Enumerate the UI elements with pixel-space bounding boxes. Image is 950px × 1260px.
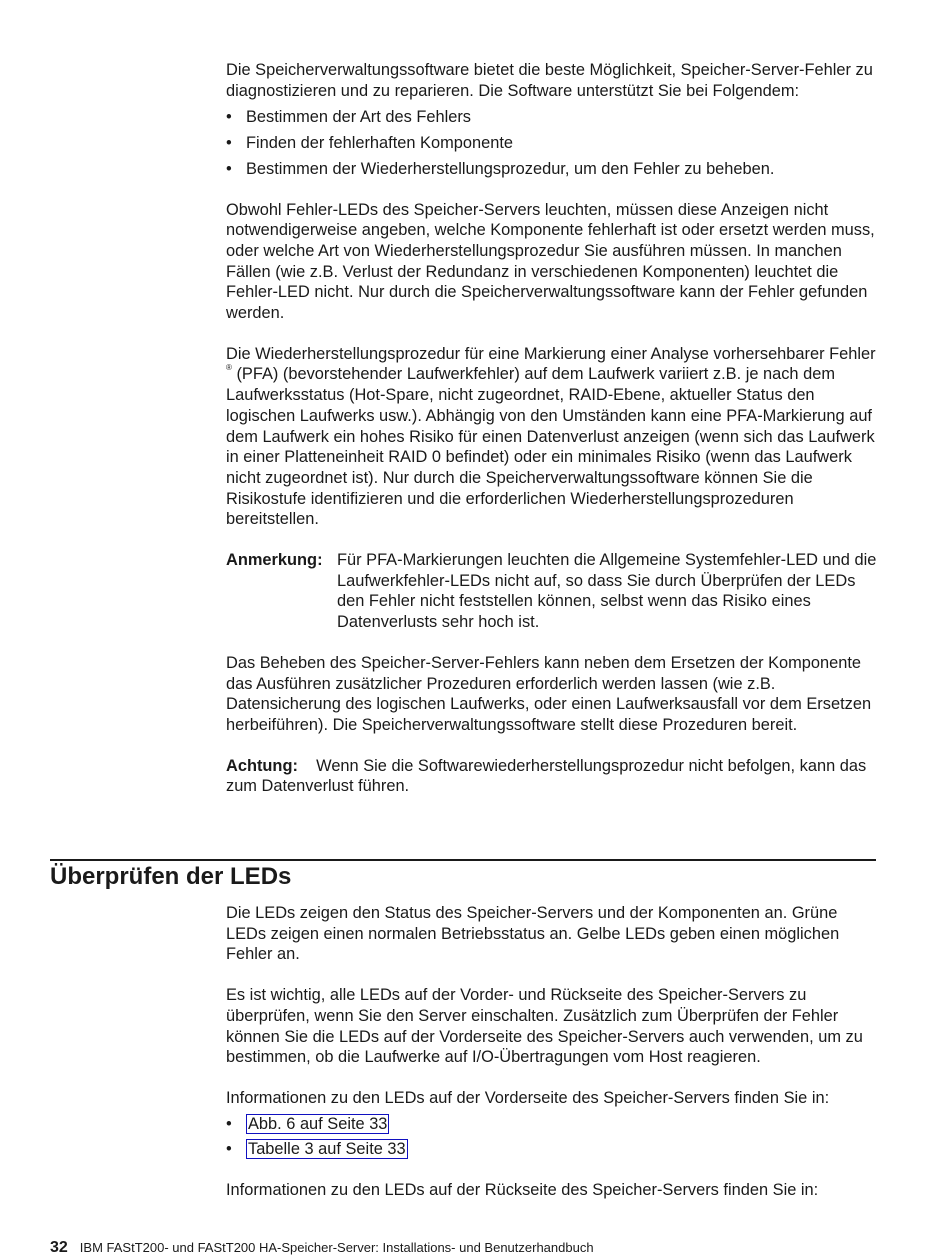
note-text: Für PFA-Markierungen leuchten die Allgemeine Systemfehler-LED und die Laufwerkfehler-LEDs nicht auf, so dass Sie durch Überprüfen der LEDs den Fehler nicht feststellen können, selbst wenn das Risiko eines Datenverlusts sehr hoch ist. [337, 551, 877, 632]
page-footer [50, 1238, 594, 1258]
back-leds-intro: Informationen zu den LEDs auf der Rückseite des Speicher-Servers finden Sie in: [226, 1181, 819, 1200]
section-body [226, 903, 878, 1201]
pfa-text-end: (PFA) (bevorstehender Laufwerkfehler) auf dem Laufwerk variiert z.B. je nach dem Laufwerksstatus (Hot-Spare, nicht zugeordnet, RAID-Ebene, aktueller Status den logischen Laufwerks usw.). Abhängig von den Umständen kann eine PFA-Markierung auf dem Laufwerk ein hohes Risiko für einen Datenverlust anzeigen (wenn sich das Laufwerk in einer Platteneinheit RAID 0 befindet) oder ein minimales Risiko (wenn das Laufwerk nicht zugeordnet ist). Nur durch die Speicherverwaltungssoftware können Sie die Risikostufe identifizieren und die erforderlichen Wiederherstellungsprozeduren bereitstellen. [226, 365, 875, 529]
section-heading: Überprüfen der LEDs [50, 863, 292, 890]
attention-text: Wenn Sie die Softwarewiederherstellungsprozedur nicht befolgen, kann das zum Datenverlust führen. [226, 756, 867, 796]
section-divider [50, 859, 876, 861]
paragraph-led-check: Es ist wichtig, alle LEDs auf der Vorder- und Rückseite des Speicher-Servers zu überprüfen, wenn Sie den Server einschalten. Zusätzlich zum Überprüfen der Fehler können Sie die LEDs auf der Vorderseite des Speicher-Servers auch verwenden, um zu bestimmen, ob die Laufwerke auf I/O-Übertragungen vom Host reagieren. [226, 986, 863, 1067]
note-block [226, 550, 878, 633]
paragraph-repair: Das Beheben des Speicher-Server-Fehlers kann neben dem Ersetzen der Komponente das Ausführen zusätzlicher Prozeduren erforderlich werden lassen (wie z.B. Datensicherung des logischen Laufwerks, oder einen Laufwerksausfall vor dem Ersetzen herbeiführen). Die Speicherverwaltungssoftware stellt diese Prozeduren bereit. [226, 653, 872, 734]
registered-mark: ® [226, 363, 232, 373]
attention-label: Achtung: [226, 756, 298, 775]
list-item: • Bestimmen der Art des Fehlers [226, 107, 878, 128]
intro-paragraph: Die Speicherverwaltungssoftware bietet die beste Möglichkeit, Speicher-Server-Fehler zu diagnostizieren und zu reparieren. Die Software unterstützt Sie bei Folgendem: [226, 61, 873, 100]
front-leds-intro: Informationen zu den LEDs auf der Vorderseite des Speicher-Servers finden Sie in: [226, 1088, 830, 1107]
front-leds-link-list [226, 1114, 878, 1160]
intro-bullet-list [226, 107, 878, 179]
paragraph-led-limits: Obwohl Fehler-LEDs des Speicher-Servers leuchten, müssen diese Anzeigen nicht notwendigerweise angeben, welche Komponente fehlerhaft ist oder ersetzt werden muss, oder welche Art von Wiederherstellungsprozedur Sie ausführen müssen. In manchen Fällen (wie z.B. Verlust der Redundanz in verschiedenen Komponenten) leuchtet die Fehler-LED nicht. Nur durch die Speicherverwaltungssoftware kann der Fehler gefunden werden. [226, 200, 875, 323]
list-item: • Bestimmen der Wiederherstellungsprozedur, um den Fehler zu beheben. [226, 159, 878, 180]
pfa-text-start: Die Wiederherstellungsprozedur für eine Markierung einer Analyse vorhersehbarer Fehler [226, 344, 876, 363]
paragraph-pfa [226, 344, 878, 530]
attention-block [226, 756, 878, 797]
page-body [226, 60, 878, 797]
list-item: • Finden der fehlerhaften Komponente [226, 133, 878, 154]
note-label: Anmerkung: [226, 551, 323, 570]
page-number: 32 [50, 1239, 68, 1256]
list-item [226, 1114, 878, 1135]
link-table-3[interactable]: Tabelle 3 auf Seite 33 [248, 1140, 406, 1159]
list-item [226, 1139, 878, 1160]
link-figure-6[interactable]: Abb. 6 auf Seite 33 [248, 1114, 388, 1133]
footer-title: IBM FAStT200- und FAStT200 HA-Speicher-Server: Installations- und Benutzerhandbuch [79, 1240, 594, 1255]
paragraph-led-colors: Die LEDs zeigen den Status des Speicher-Servers und der Komponenten an. Grüne LEDs zeigen einen normalen Betriebsstatus an. Gelbe LEDs geben einen möglichen Fehler an. [226, 904, 840, 964]
